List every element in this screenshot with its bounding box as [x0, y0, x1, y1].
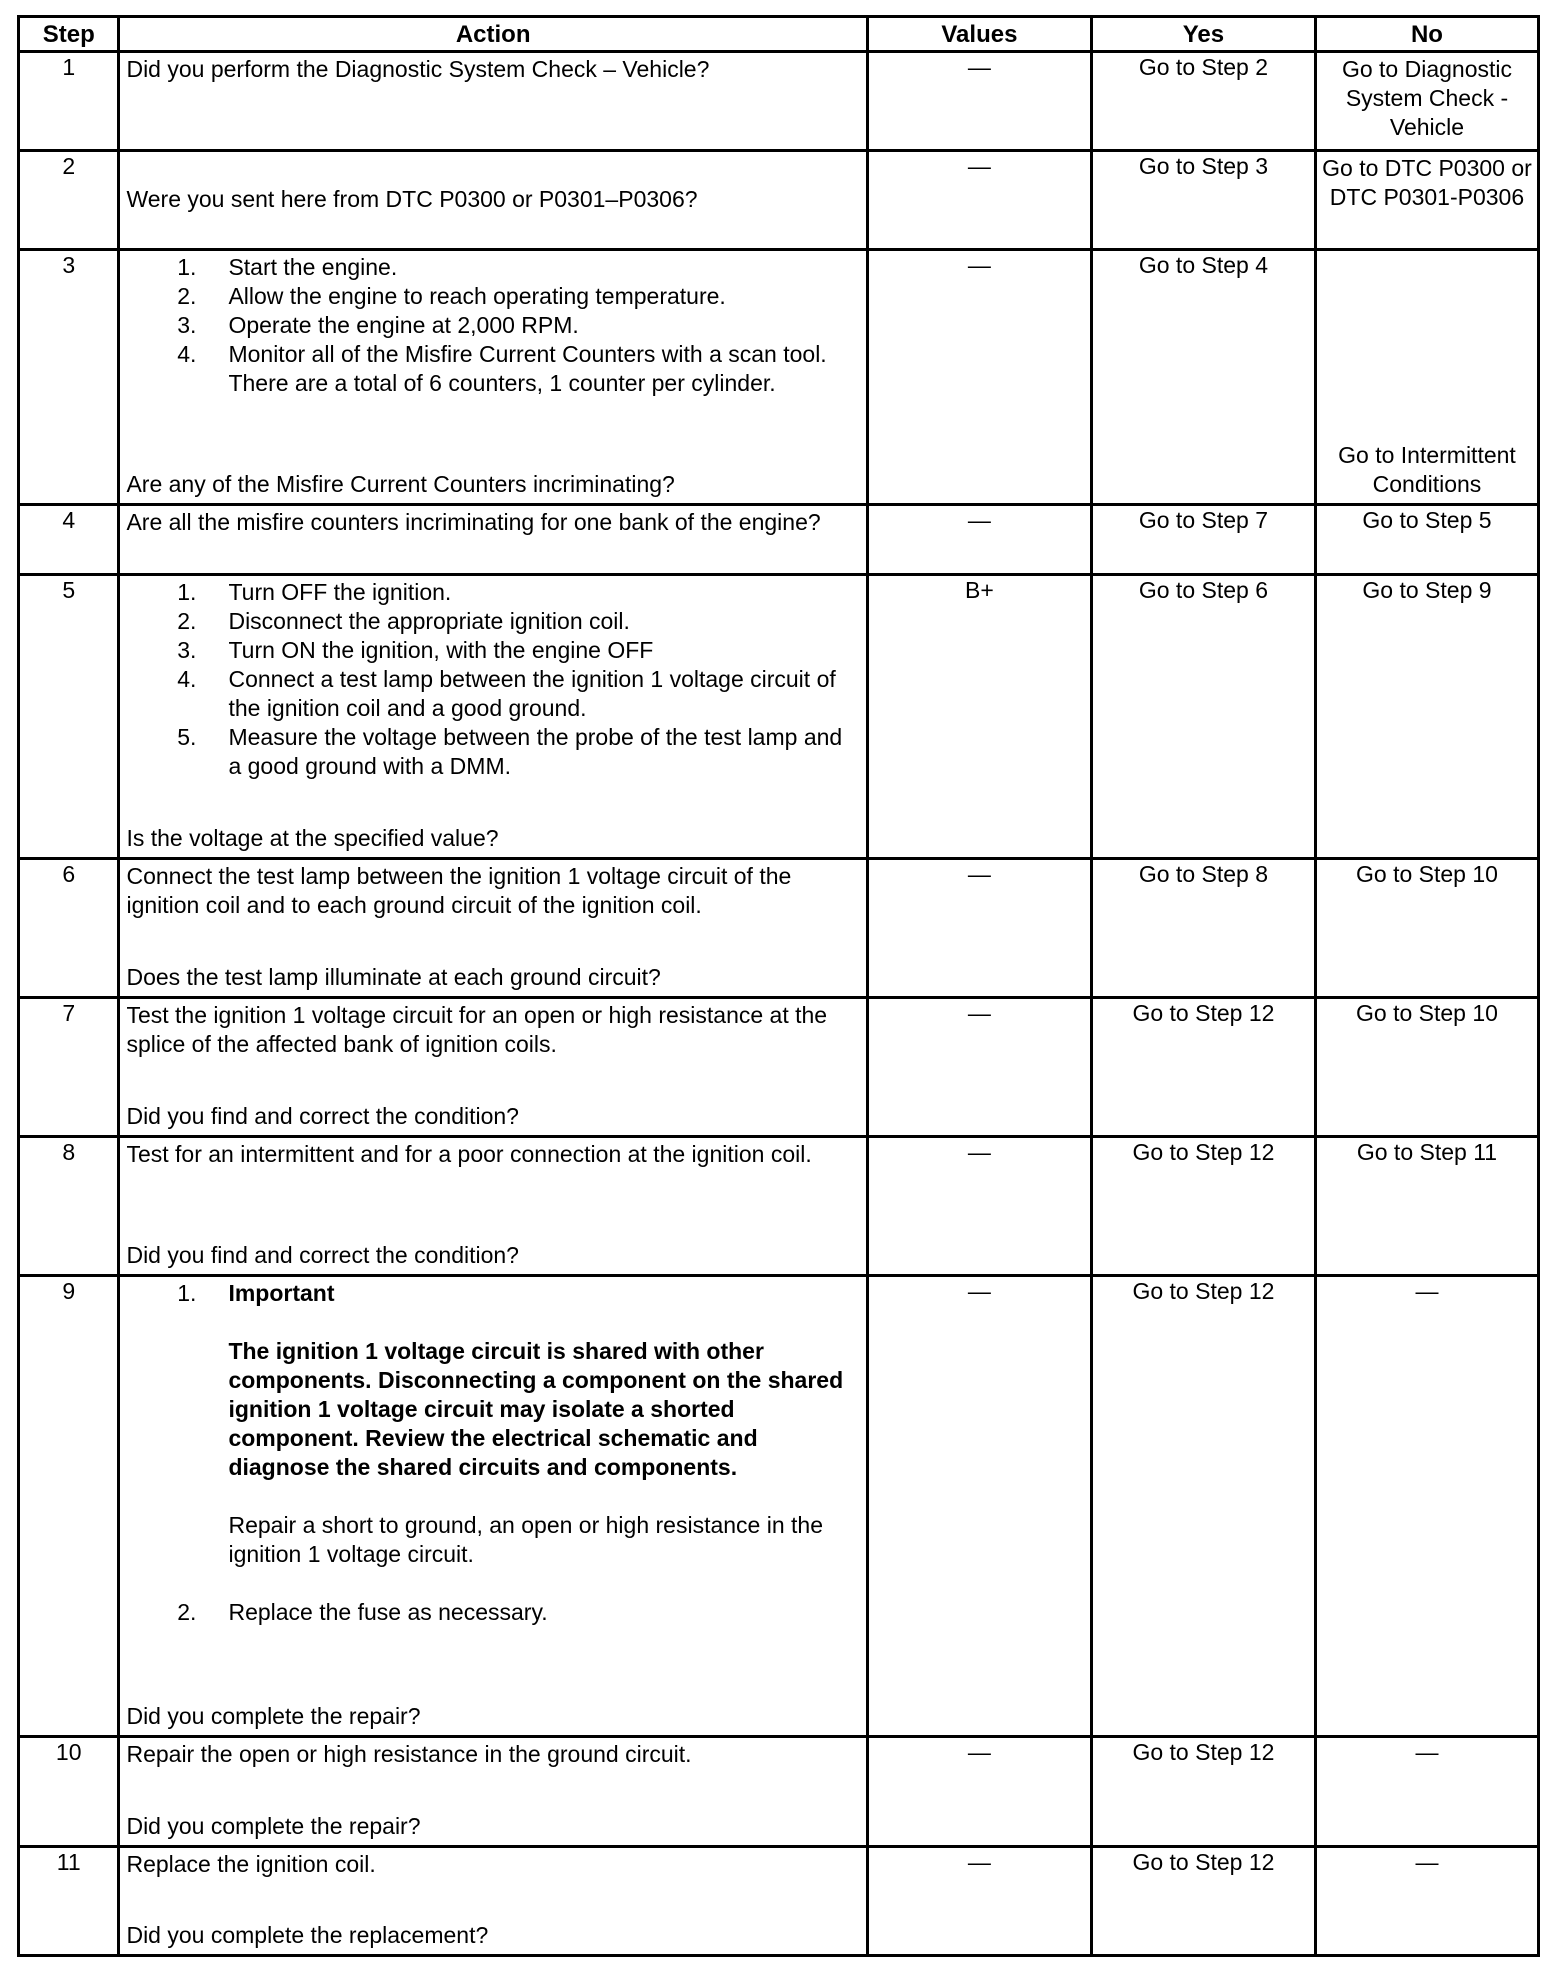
yes-cell: Go to Step 6: [1091, 575, 1315, 859]
header-values: Values: [867, 17, 1091, 52]
no-cell: —: [1315, 1276, 1538, 1737]
no-cell: Go to Step 11: [1315, 1137, 1538, 1276]
list-item: 1. Start the engine.: [177, 254, 398, 280]
action-steps-list: [126, 253, 859, 398]
yes-cell: Go to Step 7: [1091, 505, 1315, 575]
list-item: 3. Operate the engine at 2,000 RPM.: [177, 312, 579, 338]
list-item: 2. Replace the fuse as necessary.: [177, 1599, 548, 1625]
action-question: Are all the misfire counters incriminating for one bank of the engine?: [126, 509, 821, 535]
important-note: The ignition 1 voltage circuit is shared with other components. Disconnecting a component on the shared ignition 1 voltage circuit may isolate a shorted component. Review the electrical schematic and diagnose the shared circuits and components.: [228, 1338, 844, 1480]
values-cell: —: [867, 151, 1091, 250]
step-number: 9: [19, 1276, 119, 1737]
action-cell: [119, 1737, 867, 1847]
list-item: 2. Allow the engine to reach operating temperature.: [177, 283, 726, 309]
yes-cell: Go to Step 4: [1091, 250, 1315, 505]
action-cell: [119, 151, 867, 250]
values-cell: B+: [867, 575, 1091, 859]
action-cell: [119, 859, 867, 998]
list-item: 3. Turn ON the ignition, with the engine OFF: [177, 637, 654, 663]
step-number: 4: [19, 505, 119, 575]
table-row: [19, 859, 1539, 998]
list-item: 1. Turn OFF the ignition.: [177, 579, 452, 605]
step-number: 6: [19, 859, 119, 998]
action-question: Are any of the Misfire Current Counters incriminating?: [126, 471, 675, 497]
no-cell: Go to Intermittent Conditions: [1315, 250, 1538, 505]
header-no: No: [1315, 17, 1538, 52]
values-cell: —: [867, 52, 1091, 151]
list-item: 5. Measure the voltage between the probe of the test lamp and a good ground with a DMM.: [177, 724, 843, 779]
action-question: Did you complete the repair?: [126, 1703, 421, 1729]
important-label: Important: [228, 1280, 335, 1306]
yes-cell: Go to Step 12: [1091, 1137, 1315, 1276]
header-action: Action: [119, 17, 867, 52]
no-cell: Go to Diagnostic System Check - Vehicle: [1315, 52, 1538, 151]
yes-cell: Go to Step 8: [1091, 859, 1315, 998]
values-cell: —: [867, 250, 1091, 505]
action-question: Did you complete the replacement?: [126, 1922, 489, 1948]
list-item: 4. Monitor all of the Misfire Current Counters with a scan tool. There are a total of 6 counters, 1 counter per cylinder.: [177, 341, 827, 396]
values-cell: —: [867, 1276, 1091, 1737]
step-number: 3: [19, 250, 119, 505]
table-row: [19, 1847, 1539, 1956]
step-number: 10: [19, 1737, 119, 1847]
list-item: 1. Important The ignition 1 voltage circuit is shared with other components. Disconnecting a component on the shared ignition 1 voltage circuit may isolate a shorted component. Review the electrical schematic and diagnose the shared circuits and components. Repair a short to ground, an open or high resistance in the ignition 1 voltage circuit.: [126, 1279, 859, 1569]
action-cell: [119, 505, 867, 575]
no-cell: Go to Step 9: [1315, 575, 1538, 859]
repair-instruction: Repair a short to ground, an open or high resistance in the ignition 1 voltage circuit.: [228, 1512, 823, 1567]
values-cell: —: [867, 859, 1091, 998]
table-row: [19, 1276, 1539, 1737]
action-instruction: Repair the open or high resistance in the ground circuit.: [126, 1741, 692, 1767]
step-number: 2: [19, 151, 119, 250]
header-row: [19, 17, 1539, 52]
header-step: Step: [19, 17, 119, 52]
no-cell: Go to Step 10: [1315, 859, 1538, 998]
table-row: [19, 505, 1539, 575]
action-cell: [119, 52, 867, 151]
step-number: 5: [19, 575, 119, 859]
yes-cell: Go to Step 2: [1091, 52, 1315, 151]
table-row: [19, 250, 1539, 505]
table-row: [19, 575, 1539, 859]
action-question: Did you find and correct the condition?: [126, 1103, 519, 1129]
action-cell: [119, 1847, 867, 1956]
action-steps-list: [126, 578, 859, 781]
action-cell: [119, 250, 867, 505]
step-number: 8: [19, 1137, 119, 1276]
table-row: [19, 1737, 1539, 1847]
step-number: 1: [19, 52, 119, 151]
yes-cell: Go to Step 12: [1091, 1737, 1315, 1847]
action-instruction: Replace the ignition coil.: [126, 1851, 376, 1877]
yes-cell: Go to Step 12: [1091, 998, 1315, 1137]
table-row: [19, 1137, 1539, 1276]
table-row: [19, 52, 1539, 151]
action-instruction: Test the ignition 1 voltage circuit for an open or high resistance at the splice of the affected bank of ignition coils.: [126, 1002, 828, 1057]
step-number: 11: [19, 1847, 119, 1956]
no-cell: Go to Step 5: [1315, 505, 1538, 575]
action-instruction: Connect the test lamp between the ignition 1 voltage circuit of the ignition coil and to each ground circuit of the ignition coil.: [126, 863, 792, 918]
action-question: Did you perform the Diagnostic System Check – Vehicle?: [126, 56, 710, 82]
action-cell: [119, 1276, 867, 1737]
action-question: Did you complete the repair?: [126, 1813, 421, 1839]
values-cell: —: [867, 1737, 1091, 1847]
table-row: [19, 151, 1539, 250]
table-row: [19, 998, 1539, 1137]
no-cell: Go to Step 10: [1315, 998, 1538, 1137]
no-cell: —: [1315, 1737, 1538, 1847]
action-instruction: Test for an intermittent and for a poor connection at the ignition coil.: [126, 1141, 812, 1167]
header-yes: Yes: [1091, 17, 1315, 52]
action-steps-list: [126, 1279, 859, 1627]
list-item: 2. Disconnect the appropriate ignition coil.: [177, 608, 630, 634]
yes-cell: Go to Step 12: [1091, 1847, 1315, 1956]
no-cell: Go to DTC P0300 or DTC P0301-P0306: [1315, 151, 1538, 250]
action-question: Were you sent here from DTC P0300 or P0301–P0306?: [126, 185, 698, 212]
values-cell: —: [867, 998, 1091, 1137]
no-cell: —: [1315, 1847, 1538, 1956]
yes-cell: Go to Step 12: [1091, 1276, 1315, 1737]
action-question: Does the test lamp illuminate at each ground circuit?: [126, 964, 661, 990]
action-question: Did you find and correct the condition?: [126, 1242, 519, 1268]
action-question: Is the voltage at the specified value?: [126, 825, 499, 851]
action-cell: [119, 575, 867, 859]
action-cell: [119, 1137, 867, 1276]
values-cell: —: [867, 505, 1091, 575]
list-item: 4. Connect a test lamp between the ignition 1 voltage circuit of the ignition coil and a good ground.: [177, 666, 836, 721]
diagnostic-table: [17, 15, 1540, 1957]
values-cell: —: [867, 1847, 1091, 1956]
yes-cell: Go to Step 3: [1091, 151, 1315, 250]
step-number: 7: [19, 998, 119, 1137]
values-cell: —: [867, 1137, 1091, 1276]
action-cell: [119, 998, 867, 1137]
